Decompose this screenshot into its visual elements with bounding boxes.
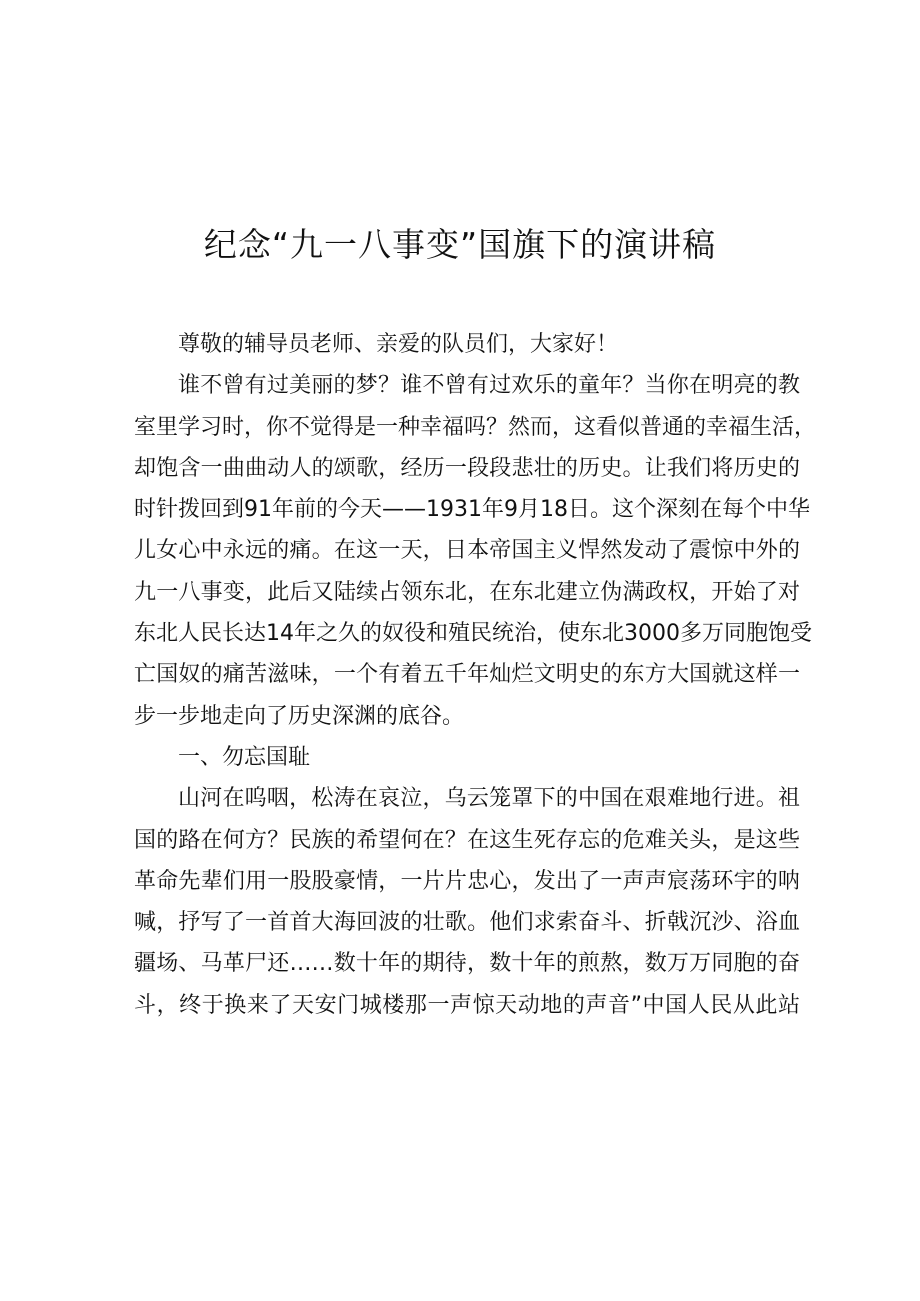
paragraph-line: 国的路在何方？民族的希望何在？在这生死存忘的危难关头，是这些 [134, 827, 800, 853]
section-heading [134, 737, 800, 778]
paragraph-line: 尊敬的辅导员老师、亲爱的队员们，大家好！ [178, 332, 619, 357]
section-heading-text: 一、勿忘国耻 [178, 744, 311, 770]
paragraph-line: 东北人民长达14年之久的奴役和殖民统治，使东北3000多万同胞饱受 [134, 621, 812, 647]
paragraph-line: 步一步地走向了历史深渊的底谷。 [134, 703, 465, 729]
paragraph-intro [134, 365, 817, 737]
paragraph-line: 谁不曾有过美丽的梦？谁不曾有过欢乐的童年？当你在明亮的教 [178, 373, 800, 399]
paragraph-line: 革命先辈们用一股股豪情，一片片忠心，发出了一声声宸荡环宇的呐 [134, 868, 800, 894]
paragraph-line: 时针拨回到91年前的今天——1931年9月18日。这个深刻在每个中华 [134, 497, 810, 523]
paragraph-greeting [134, 324, 800, 365]
paragraph-line: 儿女心中永远的痛。在这一天，日本帝国主义悍然发动了震惊中外的 [134, 538, 800, 564]
paragraph-section-one [134, 778, 800, 1026]
paragraph-line: 却饱含一曲曲动人的颂歌，经历一段段悲壮的历史。让我们将历史的 [134, 455, 800, 481]
paragraph-line: 山河在呜咽，松涛在哀泣，乌云笼罩下的中国在艰难地行进。祖 [178, 786, 800, 812]
paragraph-line: 斗，终于换来了天安门城楼那一声惊天动地的声音”中国人民从此站 [134, 992, 800, 1018]
document-body [134, 324, 817, 1026]
paragraph-line: 喊，抒写了一首首大海回波的壮歌。他们求索奋斗、折戟沉沙、浴血 [134, 910, 800, 936]
paragraph-line: 亡国奴的痛苦滋味，一个有着五千年灿烂文明史的东方大国就这样一 [134, 662, 800, 688]
paragraph-line: 九一八事变，此后又陆续占领东北，在东北建立伪满政权，开始了对 [134, 579, 800, 605]
paragraph-line: 室里学习时，你不觉得是一种幸福吗？然而，这看似普通的幸福生活， [134, 414, 817, 440]
paragraph-line: 疆场、马革尸还……数十年的期待，数十年的煎熬，数万万同胞的奋 [134, 951, 800, 977]
document-title: 纪念“九一八事变”国旗下的演讲稿 [203, 225, 717, 264]
